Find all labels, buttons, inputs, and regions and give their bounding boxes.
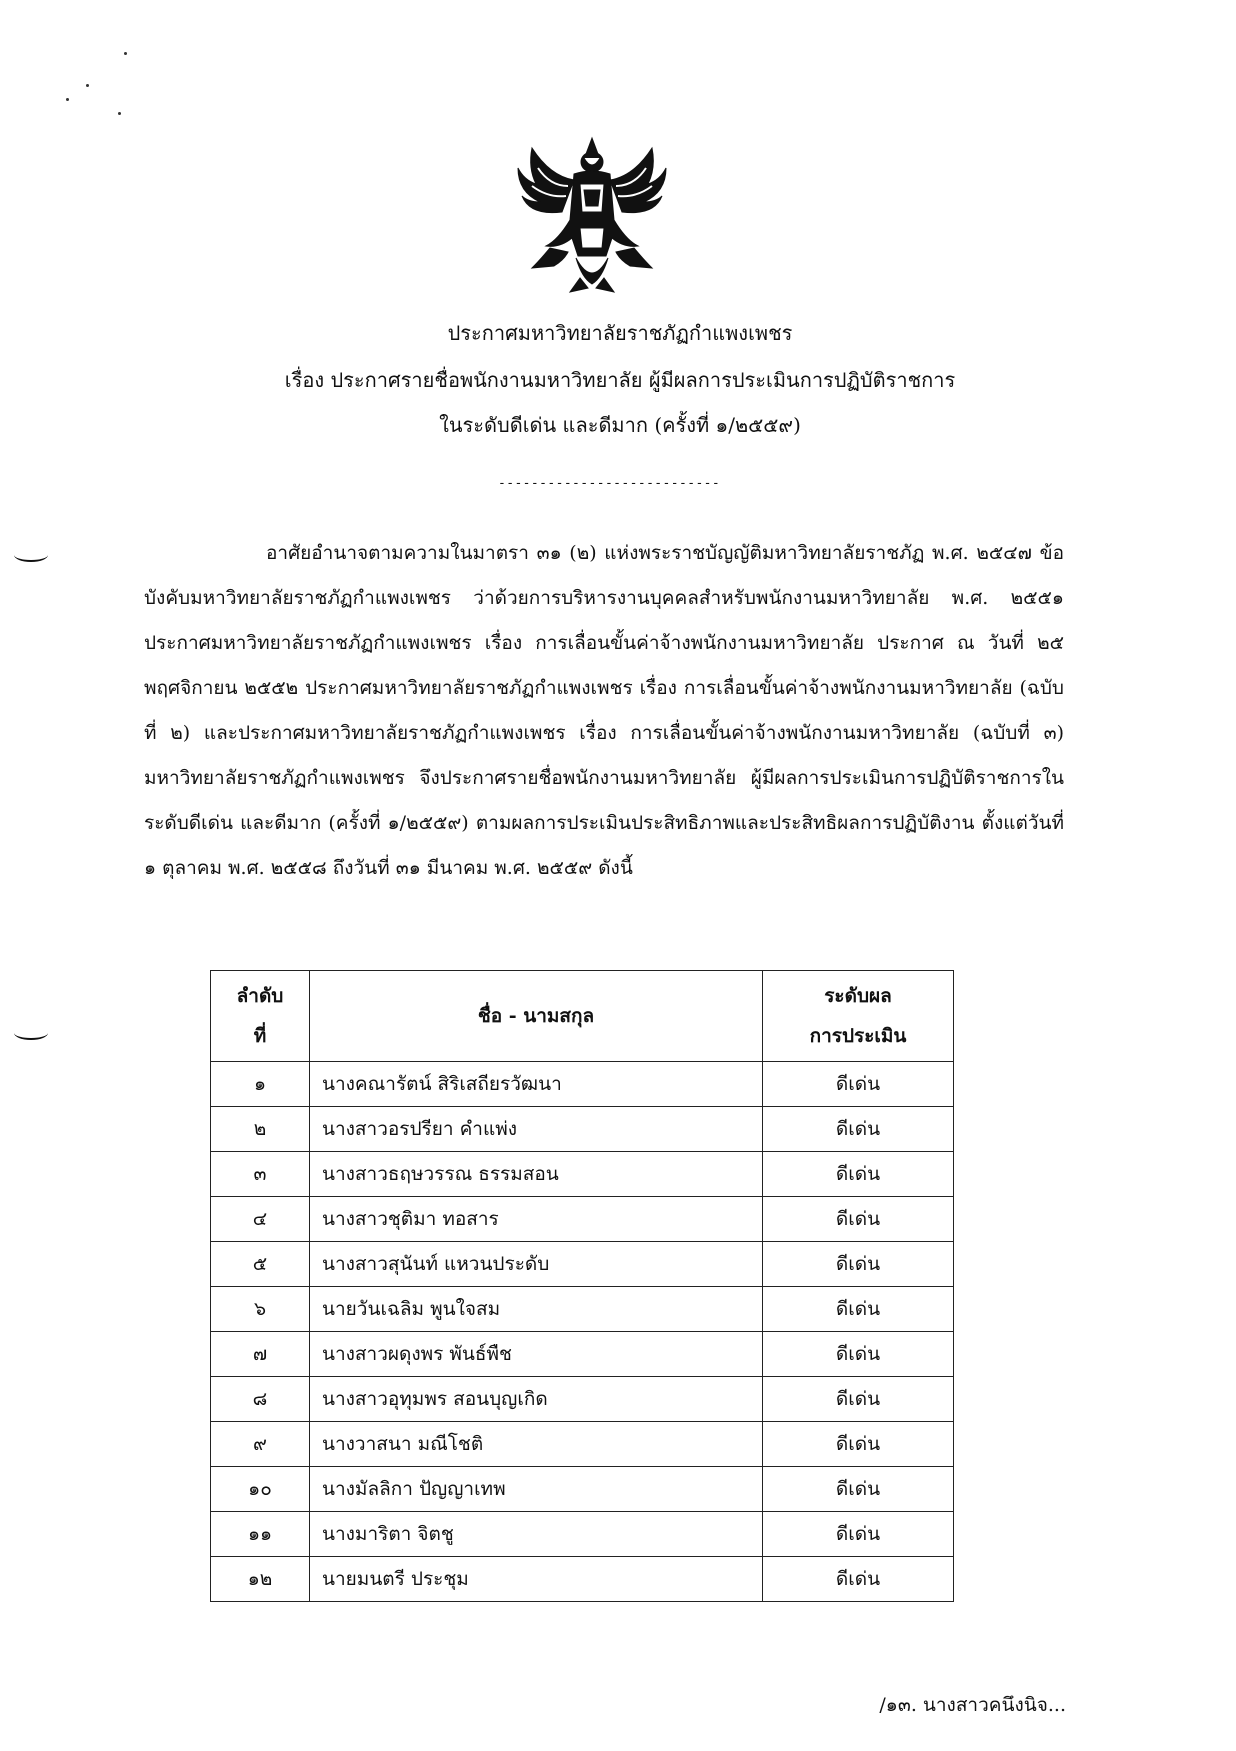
hole-punch-mark (14, 548, 48, 562)
row-number: ๗ (211, 1332, 310, 1377)
row-name: นายมนตรี ประชุม (310, 1557, 763, 1602)
row-level: ดีเด่น (763, 1107, 954, 1152)
row-level: ดีเด่น (763, 1467, 954, 1512)
column-header-name: ชื่อ - นามสกุล (310, 971, 763, 1062)
continuation-note: /๑๓. นางสาวคนึงนิจ... (879, 1694, 1066, 1716)
table-header-row (211, 971, 954, 1062)
row-name: นางสาวอรปรียา คำแพ่ง (310, 1107, 763, 1152)
row-level: ดีเด่น (763, 1512, 954, 1557)
scan-speck (118, 112, 121, 115)
row-name: นางมาริตา จิตชู (310, 1512, 763, 1557)
row-name: นางสาวธฤษวรรณ ธรรมสอน (310, 1152, 763, 1197)
table-row (211, 1107, 954, 1152)
scan-speck (124, 52, 127, 55)
row-number: ๖ (211, 1287, 310, 1332)
scan-speck (86, 84, 89, 87)
body-paragraph: อาศัยอำนาจตามความในมาตรา ๓๑ (๒) แห่งพระราชบัญญัติมหาวิทยาลัยราชภัฏ พ.ศ. ๒๕๔๗ ข้อบังคับมหาวิทยาลัยราชภัฏกำแพงเพชร ว่าด้วยการบริหารงานบุคคลสำหรับพนักงานมหาวิทยาลัย พ.ศ. ๒๕๕๑ ประกาศมหาวิทยาลัยราชภัฏกำแพงเพชร เรื่อง การเลื่อนขั้นค่าจ้างพนักงานมหาวิทยาลัย ประกาศ ณ วันที่ ๒๕ พฤศจิกายน ๒๕๕๒ ประกาศมหาวิทยาลัยราชภัฏกำแพงเพชร เรื่อง การเลื่อนขั้นค่าจ้างพนักงานมหาวิทยาลัย (ฉบับที่ ๒) และประกาศมหาวิทยาลัยราชภัฏกำแพงเพชร เรื่อง การเลื่อนขั้นค่าจ้างพนักงานมหาวิทยาลัย (ฉบับที่ ๓) มหาวิทยาลัยราชภัฏกำแพงเพชร จึงประกาศรายชื่อพนักงานมหาวิทยาลัย ผู้มีผลการประเมินการปฏิบัติราชการในระดับดีเด่น และดีมาก (ครั้งที่ ๑/๒๕๕๙) ตามผลการประเมินประสิทธิภาพและประสิทธิผลการปฏิบัติงาน ตั้งแต่วันที่ ๑ ตุลาคม พ.ศ. ๒๕๕๘ ถึงวันที่ ๓๑ มีนาคม พ.ศ. ๒๕๕๙ ดังนี้ (144, 542, 1064, 879)
row-number: ๑ (211, 1062, 310, 1107)
garuda-emblem-icon (510, 128, 674, 298)
table-row (211, 1332, 954, 1377)
table-row (211, 1242, 954, 1287)
table-row (211, 1467, 954, 1512)
row-name: นางสาวอุทุมพร สอนบุญเกิด (310, 1377, 763, 1422)
row-number: ๙ (211, 1422, 310, 1467)
divider-line: --------------------------- (498, 476, 721, 491)
scan-speck (66, 98, 69, 101)
row-level: ดีเด่น (763, 1332, 954, 1377)
table-row (211, 1377, 954, 1422)
row-number: ๒ (211, 1107, 310, 1152)
row-number: ๑๑ (211, 1512, 310, 1557)
row-level: ดีเด่น (763, 1062, 954, 1107)
results-table (210, 970, 954, 1602)
announcement-body (144, 531, 1064, 891)
row-number: ๑๐ (211, 1467, 310, 1512)
row-level: ดีเด่น (763, 1557, 954, 1602)
column-header-level: ระดับผล การประเมิน (763, 971, 954, 1062)
row-level: ดีเด่น (763, 1422, 954, 1467)
table-row (211, 1557, 954, 1602)
announcement-title: ประกาศมหาวิทยาลัยราชภัฏกำแพงเพชร (447, 321, 793, 345)
row-number: ๓ (211, 1152, 310, 1197)
column-header-order: ลำดับ ที่ (211, 971, 310, 1062)
row-name: นางสาวสุนันท์ แหวนประดับ (310, 1242, 763, 1287)
row-number: ๔ (211, 1197, 310, 1242)
row-name: นางมัลลิกา ปัญญาเทพ (310, 1467, 763, 1512)
row-name: นางคณารัตน์ สิริเสถียรวัฒนา (310, 1062, 763, 1107)
announcement-subject-cont: ในระดับดีเด่น และดีมาก (ครั้งที่ ๑/๒๕๕๙) (439, 413, 801, 437)
announcement-subject: เรื่อง ประกาศรายชื่อพนักงานมหาวิทยาลัย ผู้มีผลการประเมินการปฏิบัติราชการ (284, 368, 956, 392)
table-row (211, 1512, 954, 1557)
row-name: นางสาวชุติมา ทอสาร (310, 1197, 763, 1242)
row-name: นางสาวผดุงพร พันธ์พืช (310, 1332, 763, 1377)
row-level: ดีเด่น (763, 1287, 954, 1332)
table-row (211, 1422, 954, 1467)
row-level: ดีเด่น (763, 1197, 954, 1242)
row-level: ดีเด่น (763, 1242, 954, 1287)
table-row (211, 1152, 954, 1197)
row-number: ๘ (211, 1377, 310, 1422)
row-name: นายวันเฉลิม พูนใจสม (310, 1287, 763, 1332)
table-row (211, 1197, 954, 1242)
row-number: ๕ (211, 1242, 310, 1287)
row-level: ดีเด่น (763, 1377, 954, 1422)
table-row (211, 1287, 954, 1332)
row-level: ดีเด่น (763, 1152, 954, 1197)
row-name: นางวาสนา มณีโชติ (310, 1422, 763, 1467)
table-row (211, 1062, 954, 1107)
row-number: ๑๒ (211, 1557, 310, 1602)
hole-punch-mark (14, 1026, 48, 1040)
